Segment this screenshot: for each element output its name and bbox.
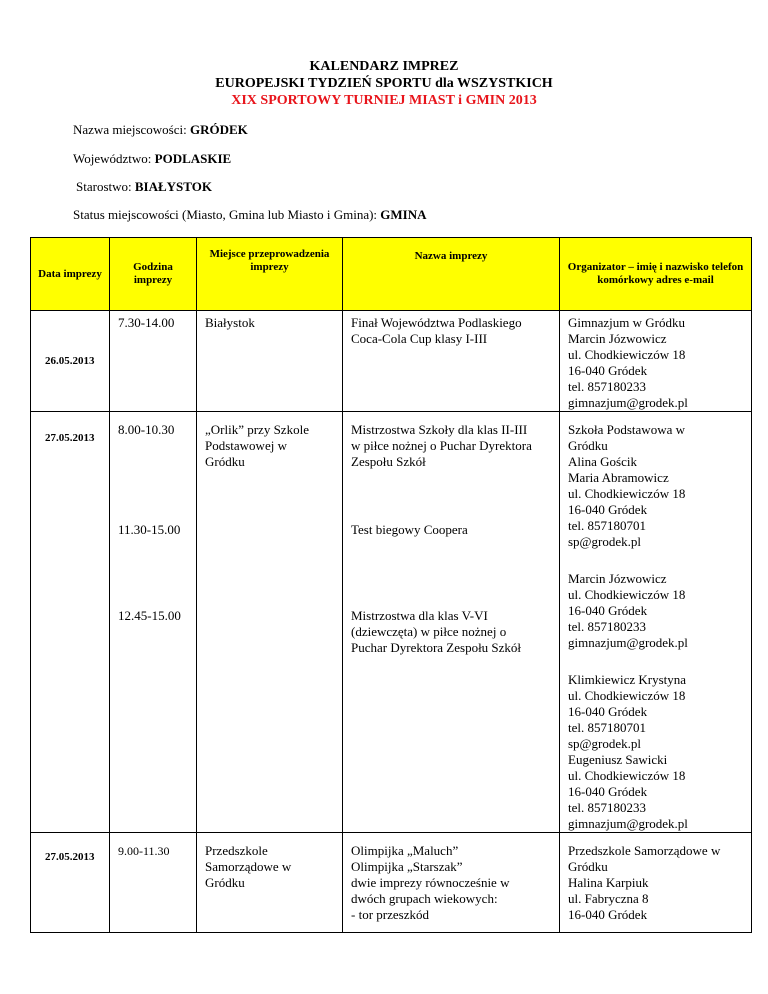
organizer-1: Szkoła Podstawowa w Gródku Alina Gościk Maria Abramowicz ul. Chodkiewiczów 18 16-040 Gródek tel. 857180701 sp@grodek.pl — [568, 422, 686, 549]
row-event-names — [343, 412, 560, 833]
events-table — [30, 237, 752, 933]
event-name-1: Mistrzostwa Szkoły dla klas II-III w piłce nożnej o Puchar Dyrektora Zespołu Szkół — [351, 422, 532, 469]
row-organizer: Przedszkole Samorządowe w Gródku Halina Karpiuk ul. Fabryczna 8 16-040 Gródek — [560, 833, 752, 933]
table-row — [31, 833, 752, 933]
row-place: Białystok — [197, 311, 343, 412]
header-organizer: Organizator – imię i nazwisko telefon komórkowy adres e-mail — [560, 238, 752, 311]
event-name-3: Mistrzostwa dla klas V-VI (dziewczęta) w piłce nożnej o Puchar Dyrektora Zespołu Szkół — [351, 608, 522, 655]
row-place: „Orlik” przy Szkole Podstawowej w Gródku — [197, 412, 343, 833]
row-date: 27.05.2013 — [31, 412, 110, 833]
organizer-2: Marcin Józwowicz ul. Chodkiewiczów 18 16-040 Gródek tel. 857180233 gimnazjum@grodek.pl — [568, 571, 688, 650]
row-organizers — [560, 412, 752, 833]
row-organizer: Gimnazjum w Gródku Marcin Józwowicz ul. Chodkiewiczów 18 16-040 Gródek tel. 857180233 gimnazjum@grodek.pl — [560, 311, 752, 412]
info-town: Nazwa miejscowości: GRÓDEK — [73, 122, 248, 137]
doc-title: KALENDARZ IMPREZ — [309, 59, 459, 74]
event-name-2: Test biegowy Coopera — [351, 522, 468, 537]
row-date: 27.05.2013 — [31, 833, 110, 933]
row-times — [110, 412, 197, 833]
header-time: Godzina imprezy — [110, 238, 197, 311]
header-place: Miejsce przeprowadzenia imprezy — [197, 238, 343, 311]
time-slot-1: 8.00-10.30 — [118, 422, 175, 437]
organizer-3: Klimkiewicz Krystyna ul. Chodkiewiczów 18 16-040 Gródek tel. 857180701 sp@grodek.pl Eugeniusz Sawicki ul. Chodkiewiczów 18 16-040 Gródek tel. 857180233 gimnazjum@grodek.pl — [568, 672, 688, 831]
info-county: Starostwo: BIAŁYSTOK — [76, 179, 212, 194]
table-row — [31, 412, 752, 833]
table-header-row — [31, 238, 752, 311]
row-time: 9.00-11.30 — [110, 833, 197, 933]
table-row — [31, 311, 752, 412]
header-name: Nazwa imprezy — [343, 238, 560, 311]
doc-subtitle-red: XIX SPORTOWY TURNIEJ MIAST i GMIN 2013 — [231, 93, 537, 108]
info-status: Status miejscowości (Miasto, Gmina lub Miasto i Gmina): GMINA — [73, 207, 427, 222]
time-slot-2: 11.30-15.00 — [118, 522, 181, 537]
row-time: 7.30-14.00 — [110, 311, 197, 412]
row-place: Przedszkole Samorządowe w Gródku — [197, 833, 343, 933]
row-date: 26.05.2013 — [31, 311, 110, 412]
time-slot-3: 12.45-15.00 — [118, 608, 181, 623]
row-event-name: Finał Województwa Podlaskiego Coca-Cola Cup klasy I-III — [343, 311, 560, 412]
header-date: Data imprezy — [31, 238, 110, 311]
doc-subtitle: EUROPEJSKI TYDZIEŃ SPORTU dla WSZYSTKICH — [215, 76, 553, 91]
info-voivodeship: Województwo: PODLASKIE — [73, 151, 232, 166]
row-event-name: Olimpijka „Maluch” Olimpijka „Starszak” dwie imprezy równocześnie w dwóch grupach wiekowych: - tor przeszkód — [343, 833, 560, 933]
